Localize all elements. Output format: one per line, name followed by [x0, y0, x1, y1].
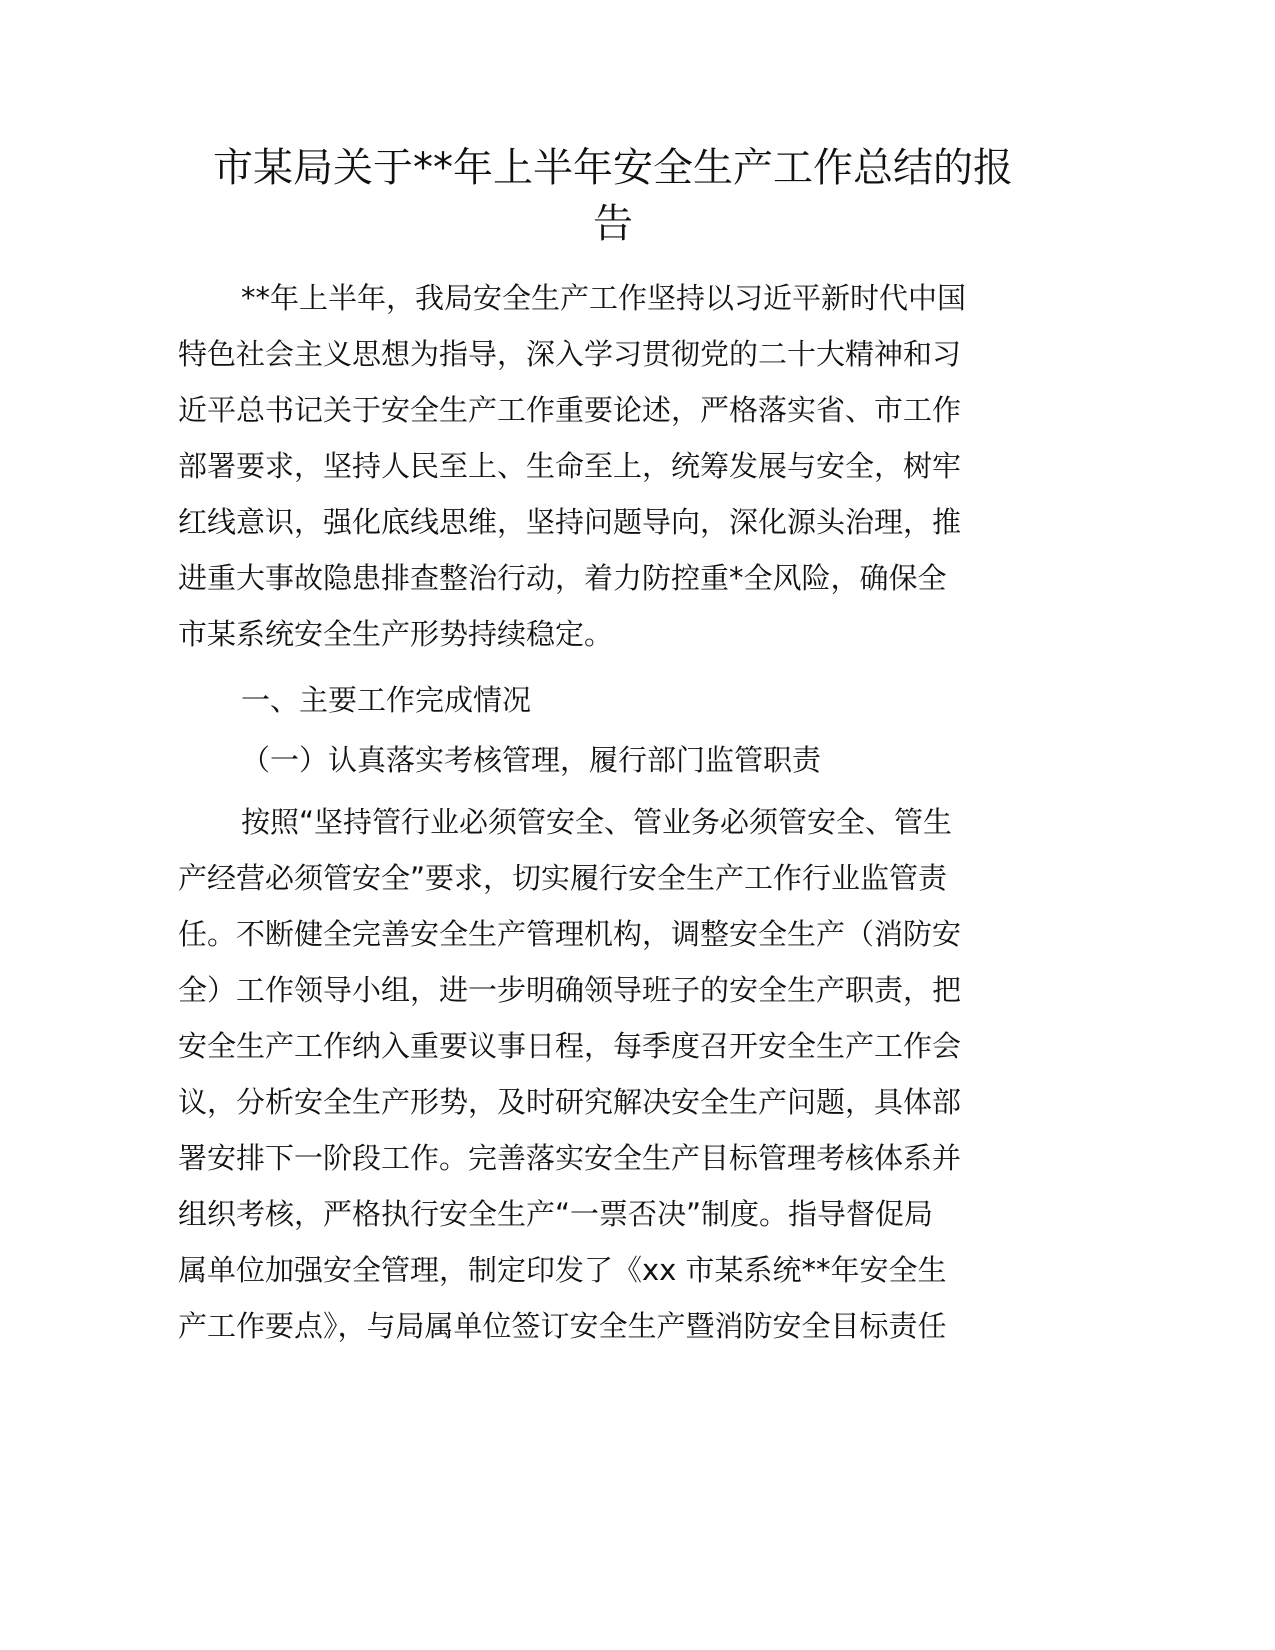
paragraph-line: 署安排下一阶段工作。完善落实安全生产目标管理考核体系并: [178, 1141, 962, 1175]
paragraph-line: 任。不断健全完善安全生产管理机构，调整安全生产（消防安: [178, 917, 962, 951]
intro-paragraph: [178, 270, 1048, 662]
body-paragraph: [178, 794, 1048, 1354]
paragraph-line: 进重大事故隐患排查整治行动，着力防控重*全风险，确保全: [178, 561, 947, 595]
title-line-2: 告: [593, 201, 633, 247]
paragraph-line: 属单位加强安全管理，制定印发了《xx 市某系统**年安全生: [178, 1253, 947, 1287]
paragraph-line: 产工作要点》，与局属单位签订安全生产暨消防安全目标责任: [178, 1309, 947, 1343]
paragraph-line: 全）工作领导小组，进一步明确领导班子的安全生产职责，把: [178, 973, 962, 1007]
paragraph-line: 产经营必须管安全”要求，切实履行安全生产工作行业监管责: [178, 861, 948, 895]
paragraph-line: 按照“坚持管行业必须管安全、管业务必须管安全、管生: [241, 805, 953, 839]
paragraph-line: 特色社会主义思想为指导，深入学习贯彻党的二十大精神和习: [178, 337, 962, 371]
paragraph-line: 市某系统安全生产形势持续稳定。: [178, 617, 614, 651]
document-body: [178, 270, 1048, 1354]
subsection-heading: [178, 732, 1048, 788]
subsection-heading-text: （一）认真落实考核管理，履行部门监管职责: [241, 743, 822, 777]
title-line-1: 市某局关于**年上半年安全生产工作总结的报: [213, 145, 1013, 191]
paragraph-line: 近平总书记关于安全生产工作重要论述，严格落实省、市工作: [178, 393, 962, 427]
paragraph-line: 部署要求，坚持人民至上、生命至上，统筹发展与安全，树牢: [178, 449, 962, 483]
paragraph-line: 红线意识，强化底线思维，坚持问题导向，深化源头治理，推: [178, 505, 962, 539]
paragraph-line: 组织考核，严格执行安全生产“一票否决”制度。指导督促局: [178, 1197, 934, 1231]
section-heading-text: 一、主要工作完成情况: [241, 683, 532, 717]
paragraph-line: 议，分析安全生产形势，及时研究解决安全生产问题，具体部: [178, 1085, 962, 1119]
paragraph-line: 安全生产工作纳入重要议事日程，每季度召开安全生产工作会: [178, 1029, 962, 1063]
paragraph-line: **年上半年，我局安全生产工作坚持以习近平新时代中国: [241, 281, 967, 315]
section-heading: [178, 672, 1048, 728]
document-title: [178, 140, 1048, 252]
